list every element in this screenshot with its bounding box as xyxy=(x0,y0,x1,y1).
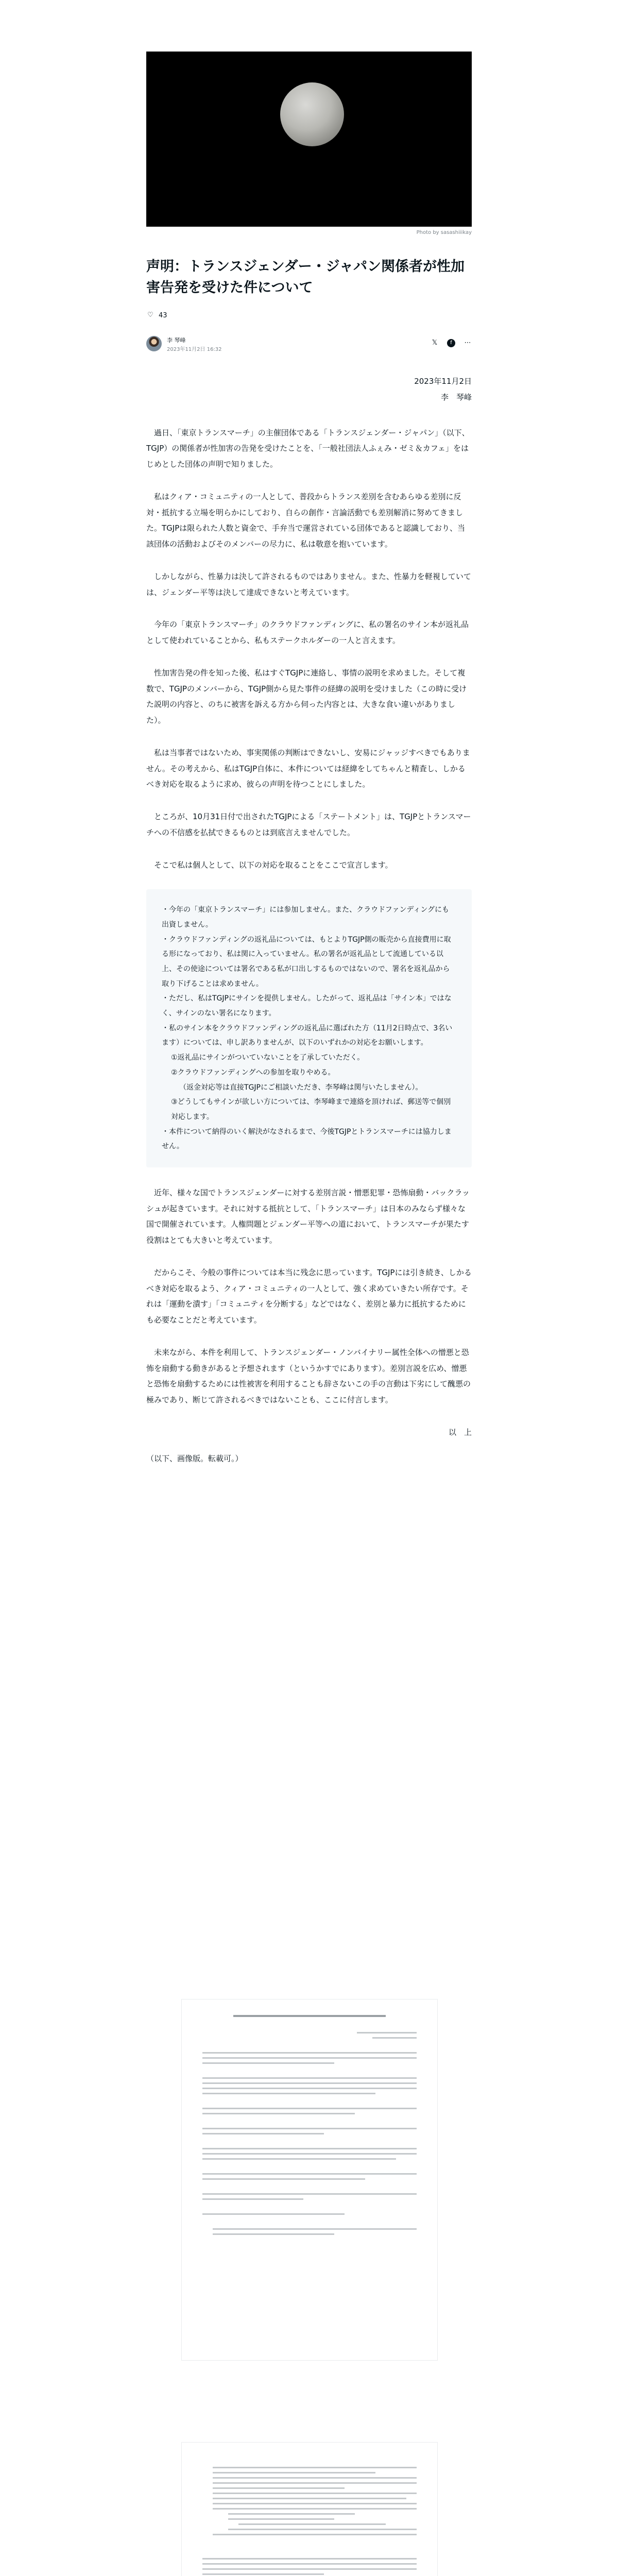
paragraph: 過日、「東京トランスマーチ」の主催団体である「トランスジェンダー・ジャパン」（以下、TGJP）の関係者が性加害の告発を受けたことを、「一般社団法人ふぇみ・ゼミ＆カフェ」をはじめとした団体の声明で知りました。 xyxy=(146,428,470,469)
like-summary[interactable] xyxy=(146,311,167,319)
more-icon[interactable]: ⋯ xyxy=(464,339,471,347)
closing: 以 上 xyxy=(448,1427,472,1437)
paragraph: 近年、様々な国でトランスジェンダーに対する差別言説・憎悪犯罪・恐怖扇動・バックラッシュが起きています。それに対する抵抗として、「トランスマーチ」は日本のみならず様々な国で開催されています。人権問題とジェンダー平等への道において、トランスマーチが果たす役割はとても大きいと考えています。 xyxy=(146,1188,470,1245)
facebook-share-icon[interactable]: f xyxy=(447,339,455,347)
moon-image xyxy=(280,82,344,146)
paragraph: 私はクィア・コミュニティの一人として、普段からトランス差別を含むあらゆる差別に反対・抵抗する立場を明らかにしており、自らの創作・言論活動でも差別解消に努めてきました。TGJPは限られた人数と資金で、手弁当で運営されている団体であると認識しており、当該団体の活動およびそのメンバーの尽力に、私は敬意を抱いています。 xyxy=(146,492,465,549)
declaration-item: ・ただし、私はTGJPにサインを提供しません。したがって、返礼品は「サイン本」ではなく、サインのない署名になります。 xyxy=(162,994,452,1018)
heart-icon[interactable]: ♡ xyxy=(147,311,153,319)
declaration-quote xyxy=(146,889,472,1167)
article-body xyxy=(146,374,472,1483)
doc-title-line xyxy=(233,2015,386,2017)
declaration-item: ・私のサイン本をクラウドファンディングの返礼品に選ばれた方（11月2日時点で、3名います）については、申し訳ありませんが、以下のいずれかの対応をお願いします。 xyxy=(162,1024,453,1047)
declaration-option: ②クラウドファンディングへの参加を取りやめる。 xyxy=(171,1068,335,1077)
statement-image-1[interactable] xyxy=(181,1999,438,2361)
share-icons xyxy=(431,339,472,347)
paragraph: ところが、10月31日付で出されたTGJPによる「ステートメント」は、TGJPとトランスマーチへの不信感を払拭できるものとは到底言えませんでした。 xyxy=(146,812,471,837)
statement-image-2[interactable] xyxy=(181,2442,438,2576)
like-count-top: 43 xyxy=(159,311,167,319)
declaration-item: ・クラウドファンディングの返礼品については、もとよりTGJP側の販売から直接費用に取る形になっており、私は関に入っていません。私の署名が返礼品として流通している以上、その使途については署名である私が口出しするものではないので、署名を返礼品から取り下げることは求めません。 xyxy=(162,935,451,988)
paragraph: 私は当事者ではないため、事実関係の判断はできないし、安易にジャッジすべきでもありません。その考えから、私はTGJP自体に、本件については経緯をしてちゃんと精査し、しかるべき対応を取るように求め、彼らの声明を待つことにしました。 xyxy=(146,748,470,789)
paragraph: だからこそ、今般の事件については本当に残念に思っています。TGJPには引き続き、しかるべき対応を取るよう、クィア・コミュニティの一人として、強く求めていきたい所存です。それは「運動を潰す」「コミュニティを分断する」などではなく、差別と暴力に抵抗するためにも必要なことだと考えています。 xyxy=(146,1267,472,1325)
paragraph: 性加害告発の件を知った後、私はすぐTGJPに連絡し、事情の説明を求めました。そして複数で、TGJPのメンバーから、TGJP側から見た事件の経緯の説明を受けました（この時に受けた説明の内容と、のちに被害を訴える方から伺った内容とは、大きな食い違いがありました）。 xyxy=(146,668,467,725)
declaration-note: （返金対応等は直接TGJPにご相談いただき、李琴峰は関与いたしません）。 xyxy=(179,1083,423,1092)
article-title: 声明：トランスジェンダー・ジャパン関係者が性加害告発を受けた件について xyxy=(146,259,465,296)
signature-date: 2023年11月2日 xyxy=(414,377,472,386)
signature-block xyxy=(146,374,472,405)
hero-image xyxy=(146,52,472,227)
avatar[interactable] xyxy=(146,336,162,351)
image-note: （以下、画像版。転載可。） xyxy=(146,1453,243,1463)
author-row xyxy=(146,334,472,354)
declaration-option: ①返礼品にサインがついていないことを了承していただく。 xyxy=(171,1054,365,1062)
paragraph: 今年の「東京トランスマーチ」のクラウドファンディングに、私の署名のサイン本が返礼品として使われていることから、私もステークホルダーの一人と言えます。 xyxy=(146,620,469,645)
declaration-item: ・本件について納得のいく解決がなされるまで、今後TGJPとトランスマーチには協力しません。 xyxy=(162,1127,452,1151)
author-name[interactable]: 李 琴峰 xyxy=(167,337,186,344)
paragraph: 未来ながら、本件を利用して、トランスジェンダー・ノンバイナリー属性全体への憎悪と恐怖を扇動する動きがあると予想されます（というかすでにあります）。差別言説を広め、憎悪と恐怖を扇動するためには性被害を利用することも辞さないこの手の言動は下劣にして醜悪の極みであり、断じて許されるべきではないことも、ここに付言します。 xyxy=(146,1347,471,1405)
declaration-option: ③どうしてもサインが欲しい方については、李琴峰まで連絡を頂ければ、郵送等で個別対応します。 xyxy=(171,1098,451,1121)
paragraph: しかしながら、性暴力は決して許されるものではありません。また、性暴力を軽視していては、ジェンダー平等は決して達成できないと考えています。 xyxy=(146,571,471,597)
photo-credit: Photo by sasashiiikay xyxy=(416,230,472,235)
declaration-item: ・今年の「東京トランスマーチ」には参加しません。また、クラウドファンディングにも出資しません。 xyxy=(162,906,450,929)
paragraph: そこで私は個人として、以下の対応を取ることをここで宣言します。 xyxy=(154,860,393,870)
x-share-icon[interactable]: 𝕏 xyxy=(432,339,438,347)
publish-date: 2023年11月2日 16:32 xyxy=(167,347,222,352)
signature-name: 李 琴峰 xyxy=(440,392,472,402)
